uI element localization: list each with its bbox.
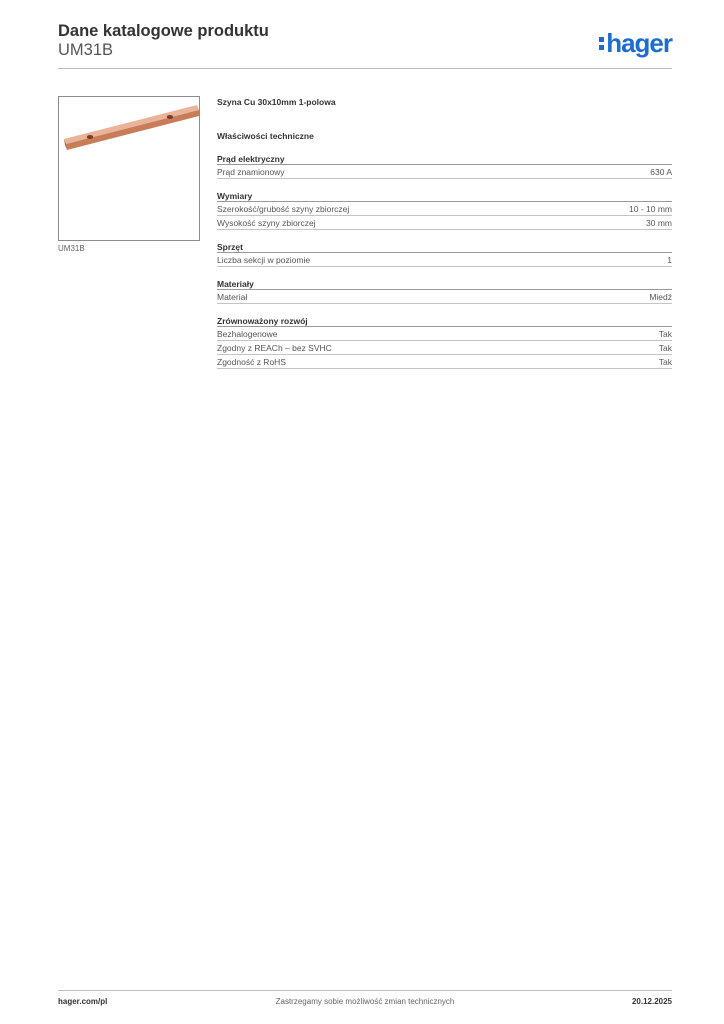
property-label: Zgodny z REACh – bez SVHC — [217, 343, 332, 353]
section-title: Zrównoważony rozwój — [217, 315, 672, 327]
property-row — [217, 253, 672, 267]
property-value: 630 A — [650, 167, 672, 177]
property-label: Bezhalogenowe — [217, 329, 278, 339]
product-code: UM31B — [58, 41, 114, 59]
technical-properties-heading: Właściwości techniczne — [217, 131, 314, 141]
property-value: Miedź — [649, 292, 672, 302]
product-image-caption: UM31B — [58, 244, 85, 253]
property-section — [217, 278, 672, 304]
property-row — [217, 202, 672, 216]
property-row — [217, 216, 672, 230]
footer-date: 20.12.2025 — [631, 997, 672, 1006]
hager-logo[interactable] — [599, 30, 672, 56]
property-row — [217, 165, 672, 179]
property-value: 10 - 10 mm — [629, 204, 672, 214]
footer-disclaimer: Zastrzegamy sobie możliwość zmian technicznych — [275, 997, 455, 1006]
section-title: Materiały — [217, 278, 672, 290]
property-section — [217, 315, 672, 369]
section-title: Wymiary — [217, 190, 672, 202]
property-value: Tak — [658, 357, 672, 367]
section-title: Prąd elektryczny — [217, 153, 672, 165]
product-image-frame — [58, 96, 200, 241]
property-section — [217, 190, 672, 230]
product-name: Szyna Cu 30x10mm 1-polowa — [217, 97, 336, 107]
logo-text: hager — [606, 28, 672, 58]
property-row — [217, 290, 672, 304]
logo-dots-icon — [599, 37, 604, 50]
page-header — [58, 22, 672, 68]
header-divider — [58, 68, 672, 69]
property-value: Tak — [658, 343, 672, 353]
property-row — [217, 355, 672, 369]
section-title: Sprzęt — [217, 241, 672, 253]
property-label: Liczba sekcji w poziomie — [217, 255, 311, 265]
property-label: Wysokość szyny zbiorczej — [217, 218, 316, 228]
property-label: Prąd znamionowy — [217, 167, 285, 177]
property-section — [217, 153, 672, 179]
property-label: Zgodność z RoHS — [217, 357, 286, 367]
footer-divider — [58, 990, 672, 991]
property-value: 1 — [667, 255, 672, 265]
property-value: Tak — [658, 329, 672, 339]
property-value: 30 mm — [646, 218, 672, 228]
copper-busbar-image — [59, 97, 199, 240]
document-title: Dane katalogowe produktu — [58, 22, 269, 40]
product-details — [217, 96, 672, 369]
page-footer — [58, 997, 672, 1011]
property-sections — [217, 153, 672, 369]
property-section — [217, 241, 672, 267]
property-label: Szerokość/grubość szyny zbiorczej — [217, 204, 350, 214]
property-row — [217, 341, 672, 355]
footer-website-link[interactable]: hager.com/pl — [58, 997, 108, 1006]
property-row — [217, 327, 672, 341]
property-label: Materiał — [217, 292, 248, 302]
